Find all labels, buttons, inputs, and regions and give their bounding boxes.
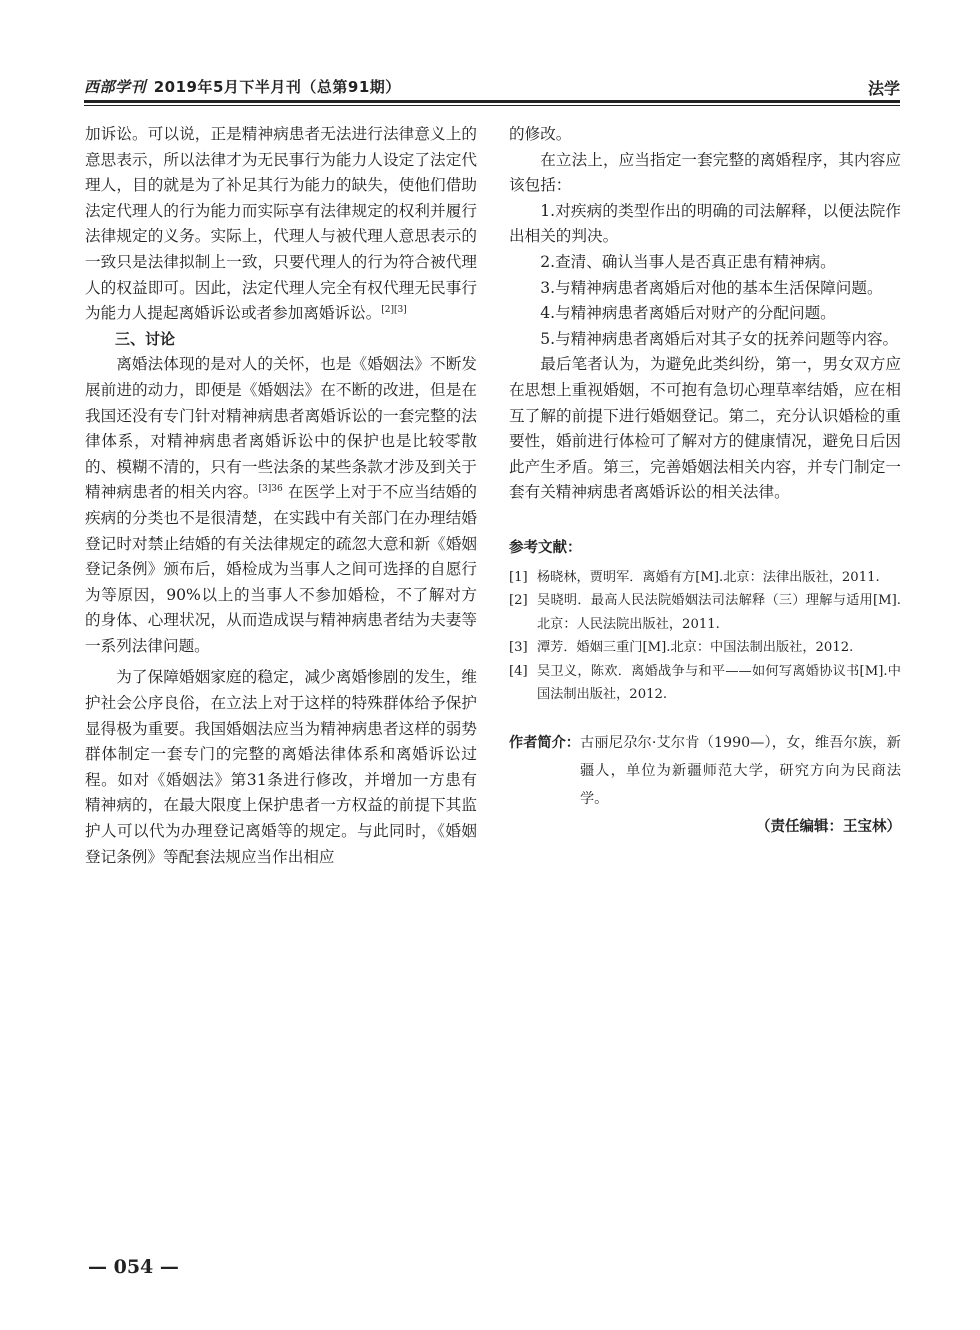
body-paragraph: 为了保障婚姻家庭的稳定，减少离婚惨剧的发生，维护社会公序良俗，在立法上对于这样的特殊群体给予保护显得极为重要。我国婚姻法应当为精神病患者这样的弱势群体制定一套专门的完整的离婚法律体系和离婚诉讼过程。如对《婚姻法》第31条进行修改，并增加一方患有精神病的，在最大限度上保护患者一方权益的前提下其监护人可以代为办理登记离婚等的规定。与此同时，《婚姻登记条例》等配套法规应当作出相应 bbox=[85, 668, 477, 866]
body-paragraph: 在立法上，应当指定一套完整的离婚程序，其内容应该包括： bbox=[509, 150, 901, 195]
list-item: 5.与精神病患者离婚后对其子女的抚养问题等内容。 bbox=[540, 329, 899, 348]
reference-text: 吴卫义，陈欢．离婚战争与和平——如何写离婚协议书[M].中国法制出版社，2012. bbox=[537, 663, 901, 703]
section-label: 法学 bbox=[867, 79, 900, 98]
list-item: 2.查清、确认当事人是否真正患有精神病。 bbox=[540, 252, 836, 271]
reference-text: 潭芳．婚姻三重门[M].北京：中国法制出版社，2012. bbox=[537, 640, 854, 656]
reference-text: 吴晓明．最高人民法院婚姻法司法解释（三）理解与适用[M].北京：人民法院出版社，2011. bbox=[537, 593, 901, 632]
list-item: 3.与精神病患者离婚后对他的基本生活保障问题。 bbox=[540, 278, 883, 297]
body-paragraph: 最后笔者认为，为避免此类纠纷，第一，男女双方应在思想上重视婚姻，不可抱有急切心理草率结婚，应在相互了解的前提下进行婚姻登记。第二，充分认识婚检的重要性，婚前进行体检可了解对方的健康情况，避免日后因此产生矛盾。第三，完善婚姻法相关内容，并专门制定一套有关精神病患者离婚诉讼的相关法律。 bbox=[509, 355, 901, 502]
list-item: 1.对疾病的类型作出的明确的司法解释，以便法院作出相关的判决。 bbox=[509, 201, 901, 246]
reference-number: [3] bbox=[509, 640, 528, 656]
reference-number: [2] bbox=[509, 593, 528, 609]
right-column bbox=[509, 122, 901, 841]
citation-mark: [2][3] bbox=[381, 304, 407, 315]
paragraph-text: 在医学上对于不应当结婚的疾病的分类也不是很清楚，在实践中有关部门在办理结婚登记时对禁止结婚的有关法律规定的疏忽大意和新《婚姻登记条例》颁布后，婚检成为当事人之间可选择的自愿行为等原因，90%以上的当事人不参加婚检，不了解对方的身体、心理状况，从而造成误与精神病患者结为夫妻等一系列法律问题。 bbox=[85, 483, 477, 655]
citation-mark: [3]36 bbox=[258, 484, 283, 495]
references-title: 参考文献： bbox=[509, 539, 582, 556]
paragraph-text: 离婚法体现的是对人的关怀，也是《婚姻法》不断发展前进的动力，即便是《婚姻法》在不断的改进，但是在我国还没有专门针对精神病患者离婚诉讼的一套完整的法律体系，对精神病患者离婚诉讼中的保护也是比较零散的、模糊不清的，只有一些法条的某些条款才涉及到关于精神病患者的相关内容。 bbox=[85, 355, 477, 502]
reference-item bbox=[509, 636, 901, 660]
body-paragraph bbox=[85, 122, 477, 327]
reference-item bbox=[509, 589, 901, 636]
running-header bbox=[84, 74, 900, 98]
header-rule-thin bbox=[84, 105, 900, 106]
journal-info bbox=[84, 76, 401, 97]
body-paragraph: 的修改。 bbox=[509, 125, 572, 143]
reference-text: 杨晓林，贾明军．离婚有方[M].北京：法律出版社，2011. bbox=[537, 569, 880, 585]
journal-brand: 西部学刊 bbox=[84, 78, 147, 96]
author-label: 作者简介： bbox=[509, 735, 580, 752]
header-rule-thick bbox=[84, 100, 900, 103]
references-list bbox=[509, 566, 901, 708]
reference-item bbox=[509, 660, 901, 707]
author-text: 古丽尼尕尔·艾尔肯（1990—），女，维吾尔族，新疆人，单位为新疆师范大学，研究方向为民商法学。 bbox=[579, 735, 901, 808]
reference-number: [4] bbox=[509, 663, 528, 679]
reference-item bbox=[509, 566, 901, 590]
editor-note: （责任编辑：王宝林） bbox=[756, 819, 901, 836]
paragraph-text: 加诉讼。可以说，正是精神病患者无法进行法律意义上的意思表示，所以法律才为无民事行为能力人设定了法定代理人，目的就是为了补足其行为能力的缺失，使他们借助法定代理人的行为能力而实际享有法律规定的权利并履行法律规定的义务。实际上，代理人与被代理人意思表示的一致只是法律拟制上一致，只要代理人的行为符合被代理人的权益即可。因此，法定代理人完全有权代理无民事行为能力人提起离婚诉讼或者参加离婚诉讼。 bbox=[85, 125, 477, 323]
section-heading: 三、讨论 bbox=[115, 329, 176, 348]
body-paragraph bbox=[85, 352, 477, 659]
left-column bbox=[85, 122, 477, 870]
page-number: — 054 — bbox=[88, 1256, 179, 1278]
reference-number: [1] bbox=[509, 569, 528, 585]
issue-info: 2019年5月下半月刊（总第91期） bbox=[153, 78, 401, 96]
author-bio bbox=[509, 729, 901, 813]
list-item: 4.与精神病患者离婚后对财产的分配问题。 bbox=[540, 304, 836, 323]
